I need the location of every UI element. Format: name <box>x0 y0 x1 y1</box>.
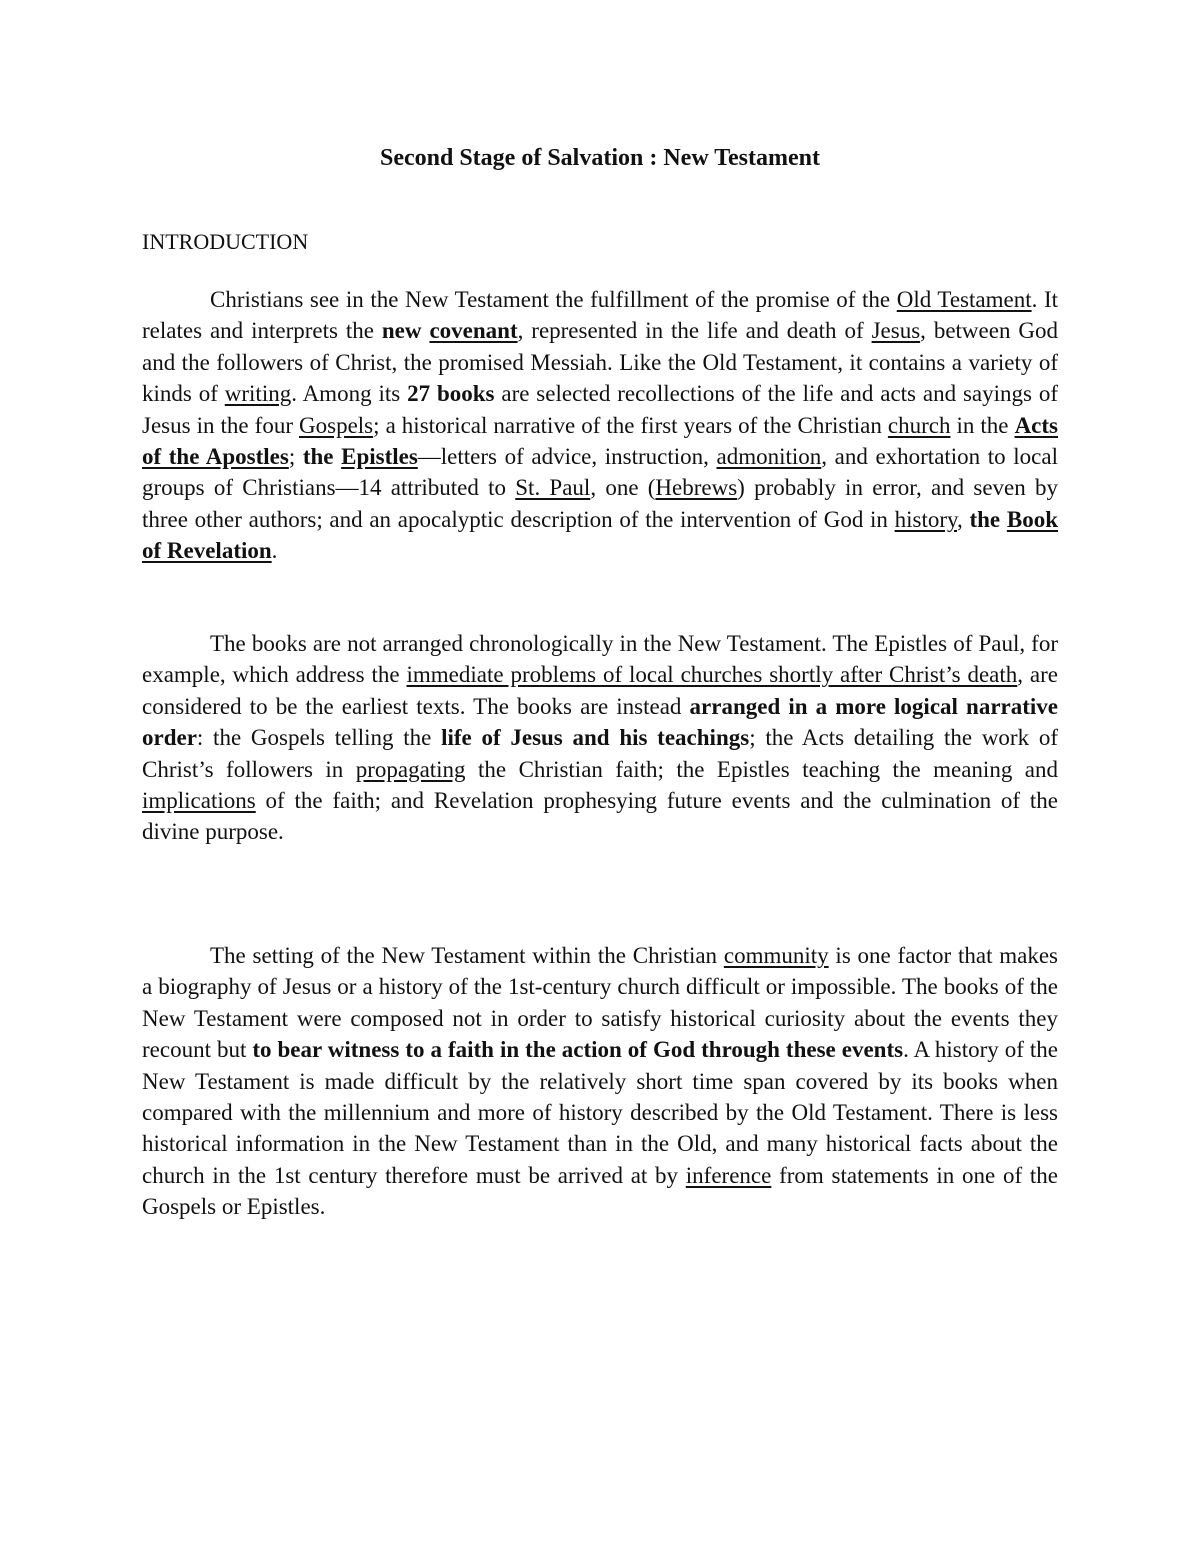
text-run: The setting of the New Testament within the Christian <box>210 943 724 968</box>
text-run: . <box>271 538 278 564</box>
hyperlink-text: Hebrews <box>655 475 738 501</box>
paragraph-setting <box>142 940 1058 1223</box>
hyperlink-text: inference <box>685 1162 772 1188</box>
text-run: —letters of advice, instruction, <box>417 444 717 470</box>
hyperlink-text: Old Testament <box>896 287 1032 312</box>
text-run: , one ( <box>590 475 656 501</box>
text-run: from statements in one of the Gospels or Epistles. <box>142 1162 1059 1220</box>
hyperlink-text: Book of Revelation <box>142 506 1058 564</box>
hyperlink-text: Gospels <box>299 412 374 438</box>
hyperlink-text: St. Paul <box>515 475 591 501</box>
paragraph-introduction <box>142 284 1058 567</box>
text-run: 27 books <box>407 381 495 407</box>
text-run: , are considered to be the earliest texts. The books are instead <box>142 662 1058 719</box>
text-run: , between God and the followers of Christ, the promised Messiah. Like the Old Testament, it contains a variety of kinds of <box>142 318 1058 407</box>
hyperlink-text: church <box>887 412 951 438</box>
text-run: the <box>969 506 1007 532</box>
text-run: are selected recollections of the life and acts and sayings of Jesus in the four <box>142 381 1059 438</box>
hyperlink-text: writing <box>224 381 292 407</box>
text-run: ; <box>288 444 303 470</box>
paragraph-arrangement <box>142 628 1058 848</box>
hyperlink-text: history <box>894 506 958 532</box>
text-run: the <box>302 444 342 470</box>
section-heading: INTRODUCTION <box>142 229 309 254</box>
hyperlink-text: propagating <box>355 756 466 782</box>
text-run: life of Jesus and his teachings <box>441 725 750 751</box>
hyperlink-text: Jesus <box>871 318 921 344</box>
hyperlink-text: implications <box>142 788 256 814</box>
text-run: , <box>957 506 970 532</box>
text-run: The books are not arranged chronologically in the New Testament. The Epistles of Paul, for example, which address the <box>142 631 1058 688</box>
text-run: . A history of the New Testament is made difficult by the relatively short time span covered by its books when compared with the millennium and more of history described by the Old Testament. There is less historical information in the New Testament than in the Old, and many historical facts about the church in the 1st century therefore must be arrived at by <box>142 1037 1058 1188</box>
text-run: arranged in a more logical narrative order <box>142 693 1058 751</box>
text-run: ) probably in error, and seven by three other authors; and an apocalyptic description of the intervention of God in <box>142 475 1058 532</box>
hyperlink-text: Epistles <box>341 444 418 470</box>
text-run: to bear witness to a faith in the action of God through these events <box>252 1037 904 1063</box>
text-run: ; the Acts detailing the work of Christ’s followers in <box>142 725 1058 782</box>
hyperlink-text: immediate problems of local churches shortly after Christ’s death <box>406 662 1018 688</box>
hyperlink-text: admonition <box>716 444 822 470</box>
text-run: of the faith; and Revelation prophesying future events and the culmination of the divine purpose. <box>142 788 1058 845</box>
document-title: Second Stage of Salvation : New Testament <box>379 145 820 171</box>
text-run: . It relates and interprets the <box>142 287 1058 344</box>
text-run: ; a historical narrative of the first years of the Christian <box>373 412 888 438</box>
text-run: in the <box>950 412 1015 438</box>
hyperlink-text: Acts of the Apostles <box>142 412 1058 470</box>
text-run: : the Gospels telling the <box>196 725 442 751</box>
text-run: new <box>381 318 430 344</box>
hyperlink-text: covenant <box>429 318 518 344</box>
hyperlink-text: community <box>723 943 829 968</box>
text-run: . Among its <box>291 381 408 407</box>
text-run: , and exhortation to local groups of Christians—14 attributed to <box>142 444 1058 501</box>
text-run: is one factor that makes a biography of Jesus or a history of the 1st-century church difficult or impossible. The books of the New Testament were composed not in order to satisfy historical curiosity about the events they recount but <box>142 943 1059 1063</box>
text-run: , represented in the life and death of <box>517 318 872 344</box>
text-run: Christians see in the New Testament the fulfillment of the promise of the <box>210 287 897 312</box>
text-run: the Christian faith; the Epistles teaching the meaning and <box>465 756 1058 782</box>
